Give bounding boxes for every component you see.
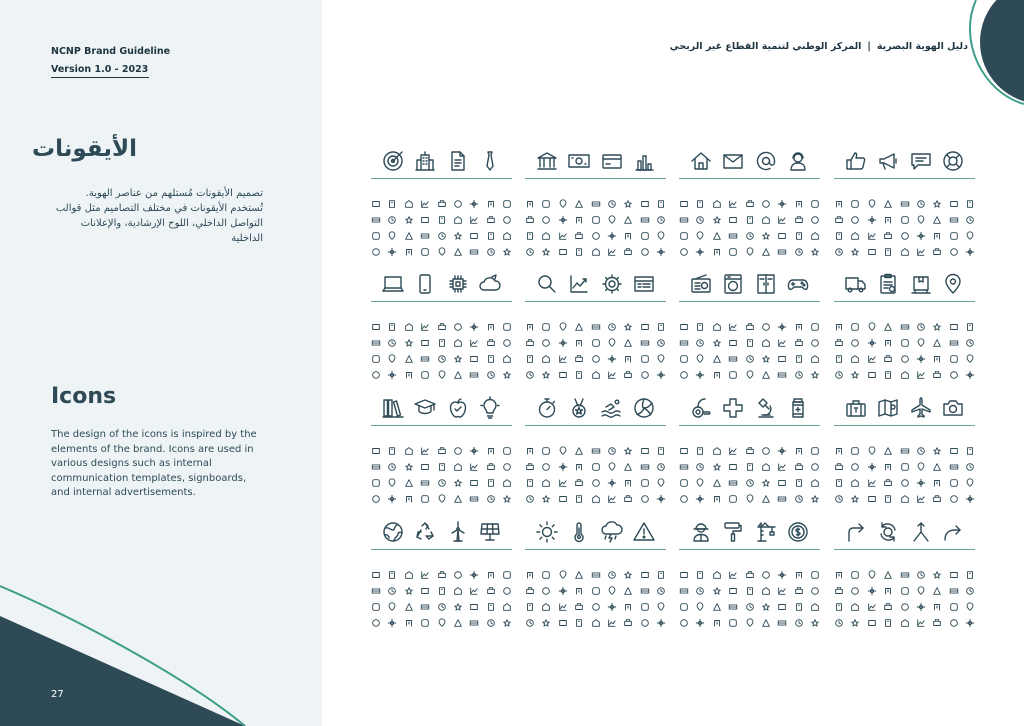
small-icon-grid (371, 318, 512, 382)
at-sign-icon (751, 146, 781, 176)
glyph-icon (558, 613, 568, 632)
glyph-icon (965, 489, 975, 508)
small-icon-grid (834, 318, 975, 382)
home-icon (686, 146, 716, 176)
glyph-icon (469, 365, 479, 384)
glyph-icon (794, 365, 804, 384)
glyph-icon (640, 365, 650, 384)
glyph-icon (916, 365, 926, 384)
glyph-icon (437, 613, 447, 632)
english-section-title: Icons (51, 384, 117, 409)
icon-set-panel (679, 390, 820, 506)
glyph-icon (900, 613, 910, 632)
glyph-icon (777, 613, 787, 632)
glyph-icon (794, 613, 804, 632)
glyph-icon (761, 613, 771, 632)
glyph-icon (834, 242, 844, 261)
glyph-icon (777, 365, 787, 384)
glyph-icon (761, 365, 771, 384)
globe-icon (378, 517, 408, 547)
small-icon-row (525, 614, 666, 630)
glyph-icon (541, 365, 551, 384)
worker-icon (686, 517, 716, 547)
small-icon-grid (525, 318, 666, 382)
package-icon (906, 269, 936, 299)
glyph-icon (453, 489, 463, 508)
glyph-icon (574, 613, 584, 632)
glyph-icon (558, 365, 568, 384)
small-icon-grid (525, 566, 666, 630)
icon-set-panel (679, 266, 820, 382)
camera-icon (938, 393, 968, 423)
glyph-icon (437, 242, 447, 261)
glyph-icon (745, 489, 755, 508)
glyph-icon (525, 365, 535, 384)
small-icon-grid (525, 195, 666, 259)
glyph-icon (810, 613, 820, 632)
featured-icons-row (525, 143, 666, 179)
small-icon-row (834, 366, 975, 382)
icon-set-panel (679, 514, 820, 630)
glyph-icon (453, 242, 463, 261)
glyph-icon (404, 365, 414, 384)
glyph-icon (810, 365, 820, 384)
glyph-icon (525, 489, 535, 508)
featured-icons-row (525, 514, 666, 550)
glyph-icon (794, 489, 804, 508)
glyph-icon (777, 242, 787, 261)
small-icon-row (525, 243, 666, 259)
glyph-icon (404, 613, 414, 632)
glyph-icon (404, 489, 414, 508)
glyph-icon (949, 613, 959, 632)
delivery-truck-icon (841, 269, 871, 299)
ledger-icon (629, 269, 659, 299)
small-icon-row (525, 366, 666, 382)
medicine-bottle-icon (783, 393, 813, 423)
glyph-icon (525, 613, 535, 632)
glyph-icon (728, 613, 738, 632)
page-header (670, 41, 968, 52)
glyph-icon (949, 489, 959, 508)
small-icon-row (679, 243, 820, 259)
arabic-description: تصميم الأيقونات مُستلهم من عناصر الهوية. تُستخدم الأيقونات في مختلف التصاميم مثل قوالب التواصل الداخلي، اللوح الإرشادية، والإعلانات الداخلية (55, 188, 263, 244)
small-icon-grid (679, 195, 820, 259)
icon-set-panel (525, 266, 666, 382)
glyph-icon (916, 613, 926, 632)
featured-icons-row (679, 390, 820, 426)
glyph-icon (486, 613, 496, 632)
icon-set-panel (525, 514, 666, 630)
small-icon-row (834, 490, 975, 506)
icon-set-panel (371, 143, 512, 259)
glyph-icon (623, 489, 633, 508)
glyph-icon (469, 613, 479, 632)
glyph-icon (695, 242, 705, 261)
glyph-icon (916, 242, 926, 261)
glyph-icon (949, 365, 959, 384)
header-guideline-title: دليل الهوية البصرية (876, 41, 968, 52)
featured-icons-row (371, 266, 512, 302)
glyph-icon (850, 365, 860, 384)
megaphone-icon (873, 146, 903, 176)
banknote-icon (564, 146, 594, 176)
featured-icons-row (834, 266, 975, 302)
brand-block (51, 43, 170, 79)
paint-roller-icon (718, 517, 748, 547)
glyph-icon (728, 242, 738, 261)
small-icon-row (371, 614, 512, 630)
icon-set-panel (834, 143, 975, 259)
glyph-icon (965, 365, 975, 384)
glyph-icon (574, 489, 584, 508)
map-icon (873, 393, 903, 423)
glyph-icon (761, 489, 771, 508)
microscope-icon (751, 393, 781, 423)
coin-icon (783, 517, 813, 547)
glyph-icon (761, 242, 771, 261)
small-icon-grid (371, 566, 512, 630)
glyph-icon (679, 365, 689, 384)
glyph-icon (502, 489, 512, 508)
featured-icons-row (525, 266, 666, 302)
cloud-sync-icon (475, 269, 505, 299)
turn-arrow-icon (841, 517, 871, 547)
icon-set-panel (679, 143, 820, 259)
glyph-icon (867, 242, 877, 261)
glyph-icon (679, 242, 689, 261)
necktie-icon (475, 146, 505, 176)
glyph-icon (695, 365, 705, 384)
glyph-icon (591, 489, 601, 508)
glyph-icon (656, 613, 666, 632)
solar-panel-icon (475, 517, 505, 547)
glyph-icon (794, 242, 804, 261)
thermometer-icon (564, 517, 594, 547)
page-number: 27 (51, 689, 64, 700)
glyph-icon (486, 242, 496, 261)
glyph-icon (712, 242, 722, 261)
glyph-icon (607, 613, 617, 632)
clipboard-icon (873, 269, 903, 299)
glyph-icon (712, 489, 722, 508)
merge-arrows-icon (906, 517, 936, 547)
stopwatch-icon (532, 393, 562, 423)
glyph-icon (623, 365, 633, 384)
refresh-icon (873, 517, 903, 547)
glyph-icon (558, 489, 568, 508)
glyph-icon (607, 365, 617, 384)
small-icon-row (679, 490, 820, 506)
glyph-icon (486, 489, 496, 508)
glyph-icon (486, 365, 496, 384)
credit-card-icon (597, 146, 627, 176)
english-description: The design of the icons is inspired by the elements of the brand. Icons are used in various designs such as internal communication templates, signboards, and internal advertisements. (51, 429, 257, 498)
recycle-icon (410, 517, 440, 547)
wind-turbine-icon (443, 517, 473, 547)
envelope-icon (718, 146, 748, 176)
icon-set-panel (371, 514, 512, 630)
glyph-icon (623, 613, 633, 632)
document-icon (443, 146, 473, 176)
glyph-icon (883, 365, 893, 384)
glyph-icon (437, 365, 447, 384)
vacuum-icon (686, 393, 716, 423)
glyph-icon (679, 489, 689, 508)
glyph-icon (437, 489, 447, 508)
featured-icons-row (371, 390, 512, 426)
glyph-icon (453, 365, 463, 384)
gamepad-icon (783, 269, 813, 299)
glyph-icon (656, 489, 666, 508)
support-agent-icon (783, 146, 813, 176)
glyph-icon (745, 613, 755, 632)
glyph-icon (607, 489, 617, 508)
cabinet-icon (751, 269, 781, 299)
glyph-icon (810, 242, 820, 261)
glyph-icon (932, 613, 942, 632)
small-icon-grid (834, 195, 975, 259)
glyph-icon (745, 365, 755, 384)
glyph-icon (420, 613, 430, 632)
bar-chart-icon (629, 146, 659, 176)
medal-icon (564, 393, 594, 423)
featured-icons-row (679, 266, 820, 302)
glyph-icon (591, 365, 601, 384)
left-panel (0, 0, 322, 726)
featured-icons-row (679, 514, 820, 550)
icon-set-panel (834, 390, 975, 506)
glyph-icon (932, 365, 942, 384)
glyph-icon (387, 242, 397, 261)
glyph-icon (810, 489, 820, 508)
growth-chart-icon (564, 269, 594, 299)
small-icon-row (834, 243, 975, 259)
glyph-icon (469, 242, 479, 261)
target-icon (378, 146, 408, 176)
glyph-icon (728, 365, 738, 384)
glyph-icon (883, 613, 893, 632)
small-icon-row (371, 490, 512, 506)
glyph-icon (900, 365, 910, 384)
top-right-decoration (964, 0, 1024, 105)
glyph-icon (656, 365, 666, 384)
glyph-icon (695, 489, 705, 508)
lifebuoy-icon (938, 146, 968, 176)
glyph-icon (387, 365, 397, 384)
glyph-icon (420, 365, 430, 384)
glyph-icon (591, 242, 601, 261)
glyph-icon (850, 613, 860, 632)
glyph-icon (558, 242, 568, 261)
glyph-icon (867, 613, 877, 632)
brand-version: Version 1.0 - 2023 (51, 64, 149, 75)
small-icon-row (371, 366, 512, 382)
luggage-icon (841, 393, 871, 423)
swimmer-icon (597, 393, 627, 423)
apple-icon (443, 393, 473, 423)
glyph-icon (541, 613, 551, 632)
glyph-icon (834, 613, 844, 632)
volleyball-icon (629, 393, 659, 423)
small-icon-grid (679, 566, 820, 630)
glyph-icon (371, 489, 381, 508)
glyph-icon (867, 489, 877, 508)
glyph-icon (867, 365, 877, 384)
small-icon-row (834, 614, 975, 630)
chat-bubble-icon (906, 146, 936, 176)
glyph-icon (834, 489, 844, 508)
small-icon-grid (525, 442, 666, 506)
glyph-icon (640, 489, 650, 508)
small-icon-grid (834, 566, 975, 630)
glyph-icon (502, 365, 512, 384)
icon-set-panel (525, 143, 666, 259)
crane-icon (751, 517, 781, 547)
glyph-icon (883, 489, 893, 508)
glyph-icon (623, 242, 633, 261)
glyph-icon (883, 242, 893, 261)
corner-decoration (0, 560, 322, 726)
glyph-icon (850, 489, 860, 508)
share-arrow-icon (938, 517, 968, 547)
glyph-icon (745, 242, 755, 261)
glyph-icon (932, 489, 942, 508)
smartphone-icon (410, 269, 440, 299)
glyph-icon (900, 242, 910, 261)
icon-set-panel (371, 266, 512, 382)
airplane-icon (906, 393, 936, 423)
small-icon-grid (834, 442, 975, 506)
sun-icon (532, 517, 562, 547)
glyph-icon (607, 242, 617, 261)
featured-icons-row (834, 514, 975, 550)
glyph-icon (777, 489, 787, 508)
thumbs-up-icon (841, 146, 871, 176)
featured-icons-row (371, 514, 512, 550)
small-icon-row (525, 490, 666, 506)
icon-set-panel (834, 514, 975, 630)
glyph-icon (387, 489, 397, 508)
icon-set-panel (834, 266, 975, 382)
glyph-icon (949, 242, 959, 261)
building-icon (410, 146, 440, 176)
location-pin-icon (938, 269, 968, 299)
featured-icons-row (834, 390, 975, 426)
glyph-icon (712, 365, 722, 384)
featured-icons-row (525, 390, 666, 426)
small-icon-row (679, 366, 820, 382)
glyph-icon (371, 613, 381, 632)
featured-icons-row (834, 143, 975, 179)
glyph-icon (502, 242, 512, 261)
glyph-icon (574, 242, 584, 261)
glyph-icon (387, 613, 397, 632)
icon-set-panel (371, 390, 512, 506)
header-org-name: المركز الوطني لتنمية القطاع غير الربحي (669, 41, 862, 52)
glyph-icon (900, 489, 910, 508)
glyph-icon (834, 365, 844, 384)
plus-cross-icon (718, 393, 748, 423)
books-icon (378, 393, 408, 423)
small-icon-grid (371, 195, 512, 259)
glyph-icon (965, 613, 975, 632)
featured-icons-row (371, 143, 512, 179)
glyph-icon (965, 242, 975, 261)
small-icon-grid (371, 442, 512, 506)
gear-icon (597, 269, 627, 299)
glyph-icon (453, 613, 463, 632)
brand-title: NCNP Brand Guideline (51, 46, 171, 57)
small-icon-row (371, 243, 512, 259)
glyph-icon (640, 242, 650, 261)
featured-icons-row (679, 143, 820, 179)
glyph-icon (850, 242, 860, 261)
small-icon-grid (679, 318, 820, 382)
glyph-icon (574, 365, 584, 384)
lightbulb-icon (475, 393, 505, 423)
glyph-icon (371, 242, 381, 261)
glyph-icon (679, 613, 689, 632)
glyph-icon (404, 242, 414, 261)
small-icon-grid (679, 442, 820, 506)
glyph-icon (502, 613, 512, 632)
laptop-icon (378, 269, 408, 299)
storm-cloud-icon (597, 517, 627, 547)
glyph-icon (525, 242, 535, 261)
header-separator: | (867, 41, 871, 52)
glyph-icon (541, 489, 551, 508)
glyph-icon (916, 489, 926, 508)
glyph-icon (656, 242, 666, 261)
glyph-icon (932, 242, 942, 261)
glyph-icon (728, 489, 738, 508)
glyph-icon (420, 242, 430, 261)
washing-machine-icon (718, 269, 748, 299)
glyph-icon (591, 613, 601, 632)
warning-triangle-icon (629, 517, 659, 547)
glyph-icon (420, 489, 430, 508)
brand-underline (51, 77, 149, 78)
arabic-section-title: الأيقونات (31, 136, 137, 162)
small-icon-row (679, 614, 820, 630)
radio-icon (686, 269, 716, 299)
glyph-icon (371, 365, 381, 384)
glyph-icon (640, 613, 650, 632)
bank-icon (532, 146, 562, 176)
glyph-icon (541, 242, 551, 261)
glyph-icon (469, 489, 479, 508)
icon-set-panel (525, 390, 666, 506)
chip-icon (443, 269, 473, 299)
glyph-icon (712, 613, 722, 632)
glyph-icon (695, 613, 705, 632)
magnifier-icon (532, 269, 562, 299)
graduation-cap-icon (410, 393, 440, 423)
